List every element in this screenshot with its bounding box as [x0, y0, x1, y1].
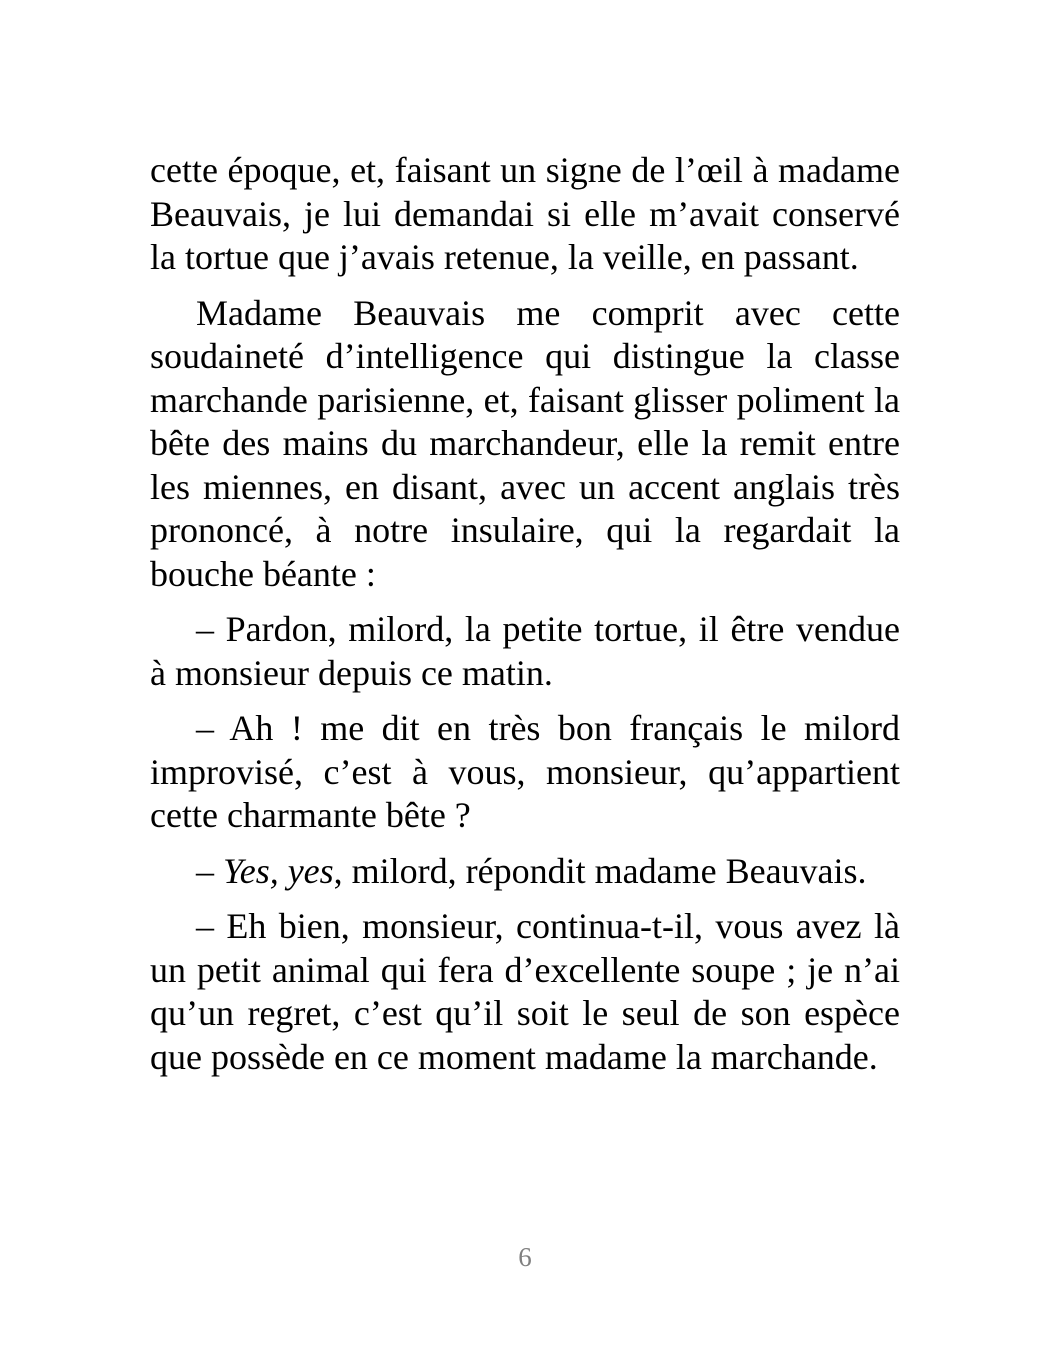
- dialogue-paragraph: – Pardon, milord, la petite tortue, il être vendue à monsieur depuis ce matin.: [150, 609, 900, 693]
- dialogue-paragraph: [150, 850, 900, 894]
- italic-phrase: Yes, yes: [223, 850, 334, 891]
- paragraph: Madame Beauvais me comprit avec cette soudaineté d’intelligence qui distingue la classe marchande parisienne, et, faisant glisser poliment la bête des mains du marchandeur, elle la remit entre les miennes, en disant, avec un accent anglais très prononcé, à notre insulaire, qui la regardait la bouche béante :: [150, 292, 900, 594]
- page-body: [150, 149, 900, 1091]
- dialogue-rest: , milord, répondit madame Beauvais.: [333, 850, 867, 891]
- dialogue-dash: –: [196, 850, 223, 891]
- paragraph: cette époque, et, faisant un signe de l’œil à madame Beauvais, je lui demandai si elle m’avait conservé la tortue que j’avais retenue, la veille, en passant.: [150, 150, 900, 277]
- page-number: 6: [518, 1242, 532, 1272]
- dialogue-paragraph: – Eh bien, monsieur, continua-t-il, vous avez là un petit animal qui fera d’excellente soupe ; je n’ai qu’un regret, c’est qu’il soit le seul de son espèce que possède en ce moment madame la marchande.: [150, 906, 900, 1077]
- dialogue-paragraph: – Ah ! me dit en très bon français le milord improvisé, c’est à vous, monsieur, qu’appartient cette charmante bête ?: [150, 708, 900, 835]
